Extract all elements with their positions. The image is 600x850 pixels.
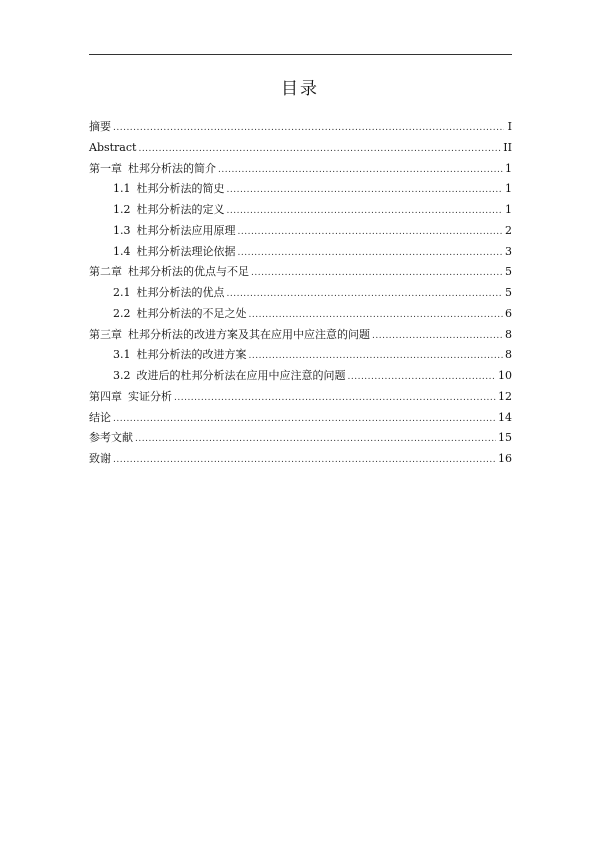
toc-entry-section-3-2[interactable] (89, 366, 512, 387)
toc-entry-title (89, 408, 111, 429)
toc-entry-title (89, 262, 249, 283)
toc-entry-page: 8 (505, 327, 512, 341)
toc-entry-section-2-1[interactable] (89, 283, 512, 304)
toc-entry-title (89, 159, 216, 180)
toc-entry-section-2-2[interactable] (89, 304, 512, 325)
toc-entry-chapter-1[interactable] (89, 159, 512, 180)
toc-entry-page: 1 (505, 161, 512, 175)
toc-entry-page: 2 (505, 223, 512, 237)
toc-entry-text: 实证分析 (128, 389, 172, 403)
toc-entry-page: I (507, 120, 512, 133)
dot-leader (251, 263, 503, 284)
toc-entry-page: 8 (505, 348, 512, 362)
dot-leader (113, 450, 496, 471)
toc-entry-text: 杜邦分析法的优点与不足 (128, 265, 249, 279)
toc-entry-text: 杜邦分析法的不足之处 (136, 306, 247, 320)
toc-entry-title (113, 283, 225, 304)
dot-leader (348, 367, 497, 388)
toc-entry-text: 参考文献 (89, 431, 133, 445)
toc-entry-title (89, 449, 111, 470)
toc-entry-page: 15 (498, 431, 512, 445)
toc-entry-number: 2.2 (113, 306, 131, 320)
dot-leader (238, 222, 504, 243)
dot-leader (174, 388, 496, 409)
dot-leader (249, 346, 504, 367)
toc-entry-number: 2.1 (113, 286, 131, 299)
toc-entry-abstract-cn[interactable] (89, 117, 512, 138)
toc-entry-text: 结论 (89, 410, 111, 424)
toc-entry-acknowledgements[interactable] (89, 449, 512, 470)
toc-entry-page: 1 (505, 203, 512, 216)
toc-entry-page: 3 (505, 244, 512, 258)
toc-entry-title (89, 325, 370, 346)
header-rule (89, 54, 512, 55)
dot-leader (227, 180, 504, 201)
toc-entry-title (89, 387, 172, 408)
toc-entry-page: 10 (498, 369, 512, 382)
toc-entry-section-1-2[interactable] (89, 200, 512, 221)
dot-leader (249, 305, 504, 326)
toc-entry-text: 杜邦分析法的简史 (136, 182, 225, 196)
toc-entry-text: 杜邦分析法的改进方案 (136, 348, 247, 362)
toc-entry-page: 14 (498, 410, 512, 424)
dot-leader (238, 243, 504, 264)
toc-entry-page: II (503, 140, 512, 154)
toc-entry-references[interactable] (89, 428, 512, 449)
toc-entry-title (89, 117, 111, 138)
table-of-contents (89, 117, 512, 470)
toc-entry-section-1-4[interactable] (89, 242, 512, 263)
toc-entry-text: 致谢 (89, 452, 111, 465)
toc-entry-chapter-3[interactable] (89, 325, 512, 346)
toc-entry-page: 5 (505, 286, 512, 299)
toc-entry-section-1-3[interactable] (89, 221, 512, 242)
toc-entry-title (113, 242, 236, 263)
toc-entry-title (113, 304, 247, 325)
toc-entry-title (113, 345, 247, 366)
toc-entry-title (89, 428, 133, 449)
toc-entry-number: 第一章 (89, 161, 122, 175)
dot-leader (135, 429, 496, 450)
toc-entry-title (113, 221, 236, 242)
toc-entry-text: 杜邦分析法应用原理 (136, 223, 236, 237)
dot-leader (227, 201, 504, 222)
toc-entry-text: 杜邦分析法的简介 (128, 161, 216, 175)
toc-entry-text: 改进后的杜邦分析法在应用中应注意的问题 (136, 369, 346, 382)
toc-entry-title (113, 200, 225, 221)
toc-entry-text: 摘要 (89, 120, 111, 133)
toc-entry-number: 1.2 (113, 203, 131, 216)
toc-entry-number: 1.1 (113, 182, 131, 196)
toc-entry-text: Abstract (89, 140, 137, 154)
toc-entry-title (113, 366, 346, 387)
toc-entry-page: 6 (505, 306, 512, 320)
dot-leader (138, 139, 501, 160)
toc-entry-chapter-2[interactable] (89, 262, 512, 283)
toc-entry-number: 第二章 (89, 265, 122, 279)
toc-entry-title (89, 138, 136, 159)
toc-entry-conclusion[interactable] (89, 408, 512, 429)
toc-entry-number: 3.2 (113, 369, 131, 382)
toc-entry-page: 16 (498, 452, 512, 465)
toc-entry-number: 1.4 (113, 244, 131, 258)
dot-leader (218, 160, 503, 181)
toc-entry-section-3-1[interactable] (89, 345, 512, 366)
toc-entry-page: 12 (498, 389, 512, 403)
toc-entry-text: 杜邦分析法的定义 (136, 203, 225, 216)
toc-entry-abstract-en[interactable] (89, 138, 512, 159)
dot-leader (113, 118, 504, 139)
toc-entry-number: 第四章 (89, 389, 122, 403)
dot-leader (372, 326, 503, 347)
toc-entry-page: 1 (505, 182, 512, 196)
toc-title: 目录 (281, 79, 319, 99)
toc-entry-text: 杜邦分析法理论依据 (136, 244, 236, 258)
dot-leader (227, 284, 504, 305)
toc-entry-text: 杜邦分析法的改进方案及其在应用中应注意的问题 (128, 327, 370, 341)
toc-entry-chapter-4[interactable] (89, 387, 512, 408)
toc-entry-number: 1.3 (113, 223, 131, 237)
toc-entry-page: 5 (505, 265, 512, 279)
toc-entry-number: 第三章 (89, 327, 122, 341)
toc-entry-title (113, 179, 225, 200)
toc-entry-number: 3.1 (113, 348, 131, 362)
toc-entry-section-1-1[interactable] (89, 179, 512, 200)
toc-entry-text: 杜邦分析法的优点 (136, 286, 225, 299)
dot-leader (113, 409, 496, 430)
